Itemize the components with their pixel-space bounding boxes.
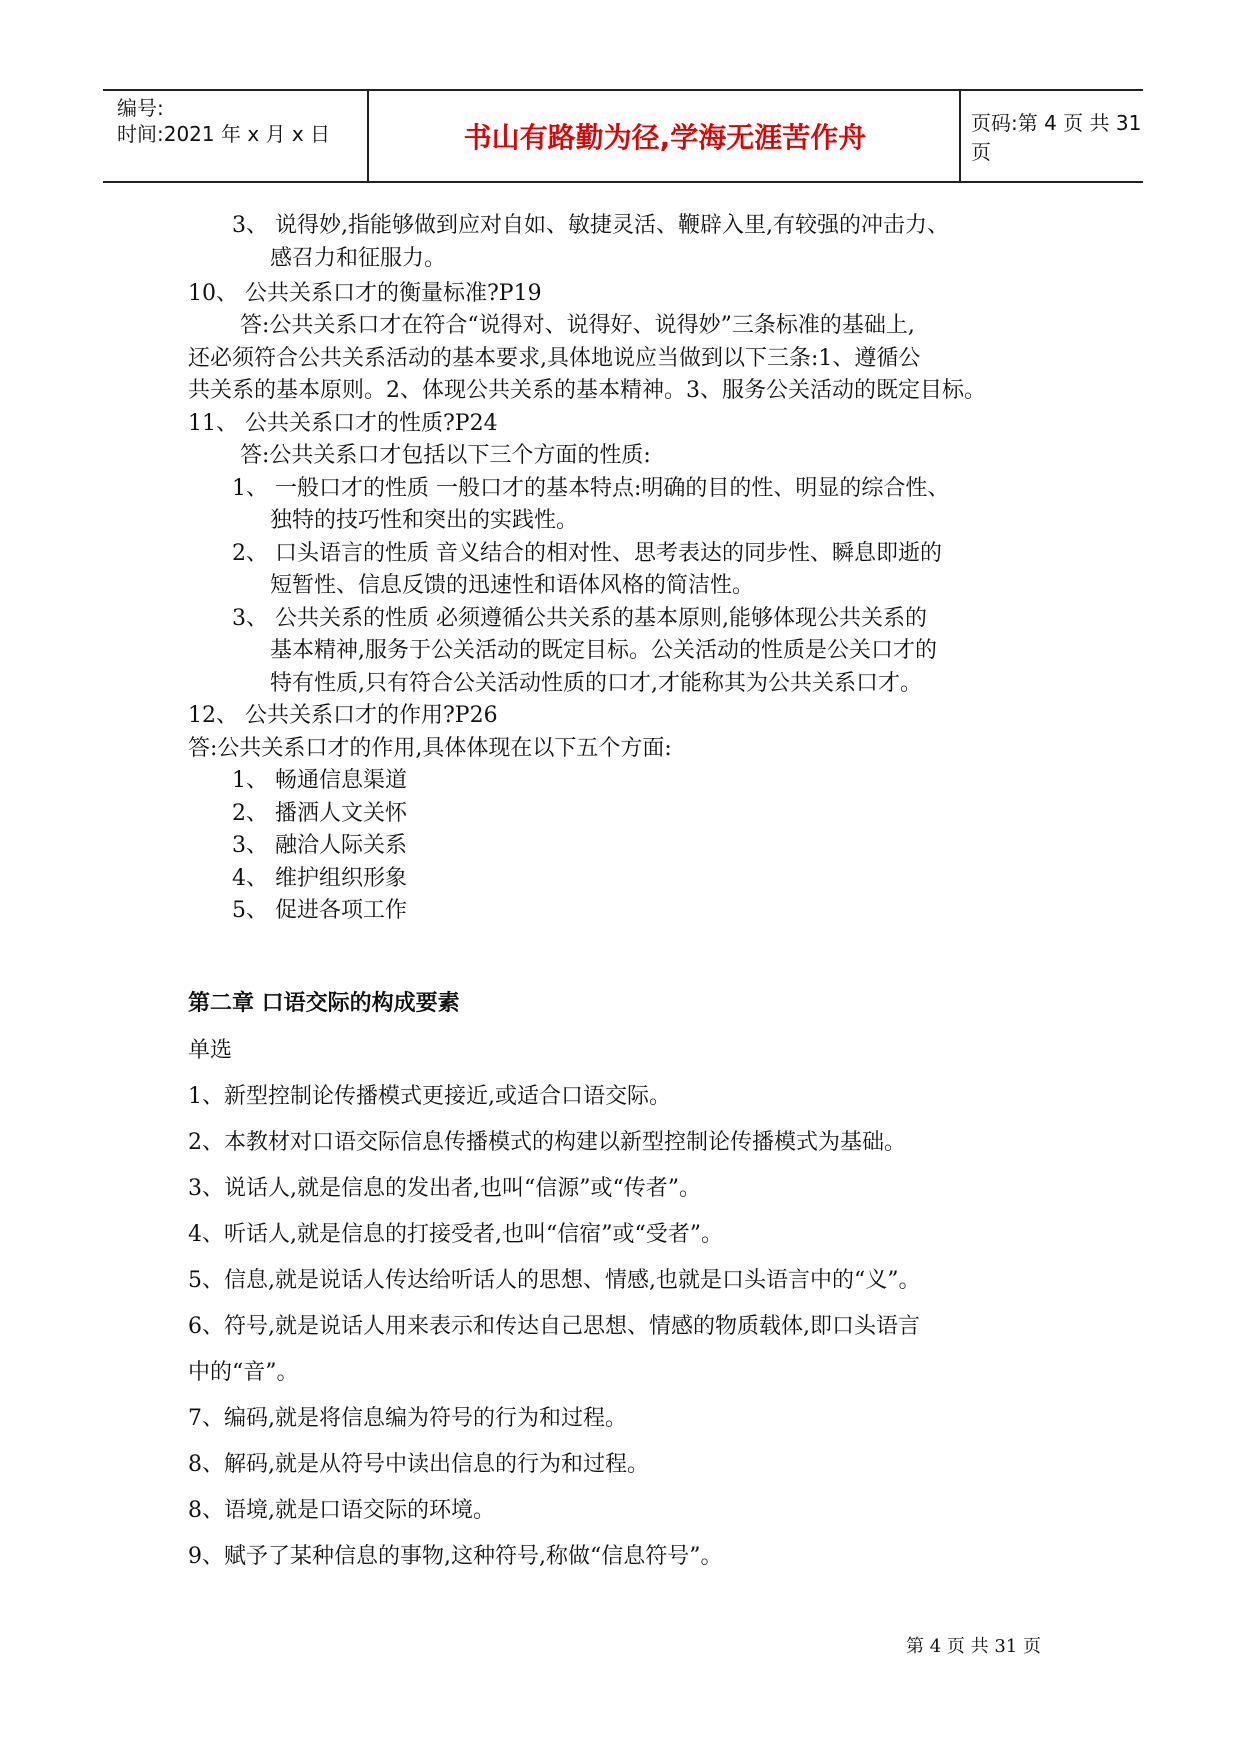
text-line: 2、 口头语言的性质 音义结合的相对性、思考表达的同步性、瞬息即逝的 <box>232 541 942 566</box>
header-divider <box>959 91 961 181</box>
text-line: 短暂性、信息反馈的迅速性和语体风格的简洁性。 <box>270 573 755 598</box>
text-line: 3、 说得妙,指能够做到应对自如、敏捷灵活、鞭辟入里,有较强的冲击力、 <box>232 213 949 238</box>
text-line: 还必须符合公共关系活动的基本要求,具体地说应当做到以下三条:1、遵循公 <box>188 346 921 371</box>
chapter-title: 第二章 口语交际的构成要素 <box>188 991 460 1016</box>
list-item: 1、 畅通信息渠道 <box>232 768 407 793</box>
list-item: 2、本教材对口语交际信息传播模式的构建以新型控制论传播模式为基础。 <box>188 1130 906 1155</box>
text-line: 答:公共关系口才包括以下三个方面的性质: <box>240 443 651 468</box>
list-item: 1、新型控制论传播模式更接近,或适合口语交际。 <box>188 1084 671 1109</box>
list-item: 9、赋予了某种信息的事物,这种符号,称做“信息符号”。 <box>188 1544 723 1569</box>
list-item: 5、 促进各项工作 <box>232 898 407 923</box>
question-heading: 10、 公共关系口才的衡量标准?P19 <box>188 281 542 306</box>
question-heading: 12、 公共关系口才的作用?P26 <box>188 703 498 728</box>
header-motto: 书山有路勤为径,学海无涯苦作舟 <box>463 121 867 154</box>
page-header <box>103 89 1143 183</box>
text-line: 感召力和征服力。 <box>270 246 447 271</box>
header-meta <box>117 91 367 181</box>
text-line: 1、 一般口才的性质 一般口才的基本特点:明确的目的性、明显的综合性、 <box>232 476 950 501</box>
list-item: 4、听话人,就是信息的打接受者,也叫“信宿”或“受者”。 <box>188 1222 723 1247</box>
section-label: 单选 <box>188 1038 233 1063</box>
text-line: 特有性质,只有符合公关活动性质的口才,才能称其为公共关系口才。 <box>270 671 922 696</box>
text-line: 共关系的基本原则。2、体现公共关系的基本精神。3、服务公关活动的既定目标。 <box>188 378 986 403</box>
list-item: 3、 融洽人际关系 <box>232 833 407 858</box>
page-footer: 第 4 页 共 31 页 <box>906 1636 1041 1657</box>
list-item: 3、说话人,就是信息的发出者,也叫“信源”或“传者”。 <box>188 1176 701 1201</box>
list-item: 6、符号,就是说话人用来表示和传达自己思想、情感的物质载体,即口头语言 <box>188 1314 920 1339</box>
text-line: 答:公共关系口才在符合“说得对、说得好、说得妙”三条标准的基础上, <box>240 313 915 338</box>
list-item: 4、 维护组织形象 <box>232 866 407 891</box>
text-line: 独特的技巧性和突出的实践性。 <box>270 508 579 533</box>
list-item: 2、 播洒人文关怀 <box>232 801 407 826</box>
header-number: 编号: <box>117 96 164 120</box>
text-line: 基本精神,服务于公关活动的既定目标。公关活动的性质是公关口才的 <box>270 638 937 663</box>
list-item: 5、信息,就是说话人传达给听话人的思想、情感,也就是口头语言中的“义”。 <box>188 1268 921 1293</box>
text-line: 答:公共关系口才的作用,具体体现在以下五个方面: <box>188 736 672 761</box>
text-line: 中的“音”。 <box>188 1360 299 1385</box>
text-line: 3、 公共关系的性质 必须遵循公共关系的基本原则,能够体现公共关系的 <box>232 606 927 631</box>
header-time: 时间:2021 年 x 月 x 日 <box>117 122 331 146</box>
list-item: 7、编码,就是将信息编为符号的行为和过程。 <box>188 1406 627 1431</box>
question-heading: 11、 公共关系口才的性质?P24 <box>188 411 498 436</box>
list-item: 8、语境,就是口语交际的环境。 <box>188 1498 495 1523</box>
list-item: 8、解码,就是从符号中读出信息的行为和过程。 <box>188 1452 649 1477</box>
header-page-number: 页码:第 4 页 共 31 页 <box>971 111 1142 164</box>
